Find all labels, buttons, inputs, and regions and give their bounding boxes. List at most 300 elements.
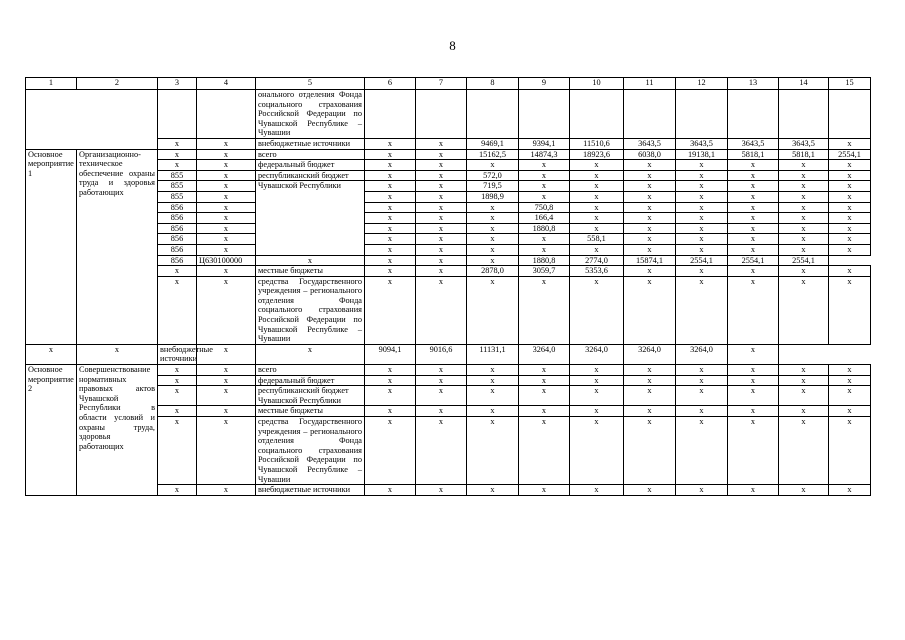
table-cell: 3643,5 bbox=[728, 138, 779, 149]
table-cell: х bbox=[570, 223, 624, 234]
table-cell: Ц630100000 bbox=[197, 255, 256, 266]
table-cell: Чувашской Республики bbox=[256, 181, 365, 255]
table-cell: 15162,5 bbox=[467, 149, 519, 160]
table-cell: х bbox=[158, 417, 197, 485]
table-cell: х bbox=[624, 170, 676, 181]
table-cell: х bbox=[519, 181, 570, 192]
table-cell: 856 bbox=[158, 255, 197, 266]
table-cell: х bbox=[728, 485, 779, 496]
header-cell: 4 bbox=[197, 78, 256, 90]
table-cell: х bbox=[365, 138, 416, 149]
table-cell: х bbox=[728, 417, 779, 485]
table-cell: х bbox=[676, 365, 728, 376]
table-cell: х bbox=[728, 202, 779, 213]
table-cell: х bbox=[365, 417, 416, 485]
table-cell: х bbox=[197, 244, 256, 255]
table-cell: х bbox=[416, 276, 467, 344]
table-cell: х bbox=[624, 160, 676, 171]
table-cell: х bbox=[779, 375, 829, 386]
table-cell: 2554,1 bbox=[676, 255, 728, 266]
table-cell: х bbox=[676, 276, 728, 344]
table-cell: 3643,5 bbox=[624, 138, 676, 149]
table-cell: х bbox=[779, 234, 829, 245]
table-cell: 855 bbox=[158, 170, 197, 181]
budget-table bbox=[25, 77, 871, 496]
table-cell: х bbox=[467, 223, 519, 234]
table-cell bbox=[829, 90, 871, 139]
table-cell: 719,5 bbox=[467, 181, 519, 192]
table-cell: х bbox=[365, 181, 416, 192]
table-cell: х bbox=[779, 170, 829, 181]
table-cell: х bbox=[197, 266, 256, 277]
table-cell: х bbox=[829, 202, 871, 213]
table-cell: х bbox=[728, 406, 779, 417]
table-cell: внебюджетные источники bbox=[256, 138, 365, 149]
table-cell: х bbox=[467, 365, 519, 376]
table-cell: 9016,6 bbox=[416, 344, 467, 364]
table-cell: х bbox=[467, 406, 519, 417]
header-cell: 8 bbox=[467, 78, 519, 90]
table-cell: х bbox=[365, 202, 416, 213]
header-cell: 5 bbox=[256, 78, 365, 90]
table-cell: х bbox=[467, 160, 519, 171]
table-cell: х bbox=[779, 276, 829, 344]
table-cell: х bbox=[829, 365, 871, 376]
table-cell: х bbox=[624, 191, 676, 202]
table-cell: х bbox=[77, 344, 158, 364]
table-cell: х bbox=[416, 417, 467, 485]
header-cell: 14 bbox=[779, 78, 829, 90]
table-cell: онального отделения Фонда социального страхования Российской Федерации по Чувашской Республике – Чувашии bbox=[256, 90, 365, 139]
table-cell: 2878,0 bbox=[467, 266, 519, 277]
table-cell: х bbox=[416, 170, 467, 181]
table-cell: х bbox=[416, 244, 467, 255]
table-cell: х bbox=[728, 170, 779, 181]
table-cell: х bbox=[416, 365, 467, 376]
table-cell: х bbox=[519, 170, 570, 181]
table-cell: х bbox=[779, 386, 829, 406]
table-cell: 3059,7 bbox=[519, 266, 570, 277]
table-cell: средства Государственного учреждения – регионального отделения Фонда социального страхования Российской Федерации по Чувашской Республике – Чувашии bbox=[256, 417, 365, 485]
table-cell: Организационно-техническое обеспечение охраны труда и здоровья работающих bbox=[77, 149, 158, 344]
table-cell: 856 bbox=[158, 223, 197, 234]
table-cell: х bbox=[676, 202, 728, 213]
table-cell: х bbox=[519, 365, 570, 376]
table-cell: х bbox=[416, 138, 467, 149]
table-cell: х bbox=[779, 266, 829, 277]
table-cell: х bbox=[624, 202, 676, 213]
table-cell: х bbox=[416, 255, 467, 266]
table-cell: х bbox=[519, 386, 570, 406]
table-cell: х bbox=[829, 223, 871, 234]
table-cell: х bbox=[197, 170, 256, 181]
table-cell: х bbox=[365, 255, 416, 266]
table-cell: х bbox=[829, 138, 871, 149]
table-cell bbox=[676, 90, 728, 139]
table-cell: х bbox=[416, 149, 467, 160]
table-cell: х bbox=[365, 160, 416, 171]
table-body bbox=[26, 90, 871, 496]
table-cell: х bbox=[676, 266, 728, 277]
table-cell: х bbox=[624, 213, 676, 224]
table-cell: х bbox=[416, 223, 467, 234]
table-cell: 3643,5 bbox=[779, 138, 829, 149]
table-cell: х bbox=[197, 234, 256, 245]
table-cell: х bbox=[467, 485, 519, 496]
table-cell: х bbox=[676, 417, 728, 485]
table-cell: 856 bbox=[158, 213, 197, 224]
table-cell: х bbox=[416, 386, 467, 406]
table-cell: внебюджетные источники bbox=[158, 344, 197, 364]
header-cell: 7 bbox=[416, 78, 467, 90]
table-cell bbox=[26, 90, 158, 150]
table-cell: х bbox=[779, 406, 829, 417]
table-cell: х bbox=[779, 223, 829, 234]
table-cell: х bbox=[365, 213, 416, 224]
table-cell: федеральный бюджет bbox=[256, 375, 365, 386]
table-cell: х bbox=[365, 234, 416, 245]
table-cell: х bbox=[570, 202, 624, 213]
table-cell: х bbox=[158, 276, 197, 344]
header-cell: 11 bbox=[624, 78, 676, 90]
table-cell: х bbox=[570, 170, 624, 181]
table-cell: х bbox=[197, 202, 256, 213]
table-cell: х bbox=[829, 375, 871, 386]
table-cell: 18923,6 bbox=[570, 149, 624, 160]
table-cell: 166,4 bbox=[519, 213, 570, 224]
table-cell: 3264,0 bbox=[519, 344, 570, 364]
table-cell: х bbox=[365, 244, 416, 255]
table-cell: х bbox=[416, 485, 467, 496]
table-cell: 9094,1 bbox=[365, 344, 416, 364]
table-cell: х bbox=[624, 406, 676, 417]
header-cell: 15 bbox=[829, 78, 871, 90]
table-cell: х bbox=[365, 191, 416, 202]
table-cell: х bbox=[624, 181, 676, 192]
table-cell: х bbox=[829, 181, 871, 192]
table-header bbox=[26, 78, 871, 90]
table-cell: х bbox=[829, 213, 871, 224]
table-cell: х bbox=[728, 365, 779, 376]
table-cell: х bbox=[829, 244, 871, 255]
table-cell: х bbox=[779, 244, 829, 255]
table-cell: х bbox=[416, 234, 467, 245]
table-cell: х bbox=[416, 181, 467, 192]
table-cell: х bbox=[197, 191, 256, 202]
table-cell: 1898,9 bbox=[467, 191, 519, 202]
table-cell: х bbox=[519, 160, 570, 171]
table-cell: х bbox=[158, 266, 197, 277]
header-cell: 9 bbox=[519, 78, 570, 90]
table-cell: х bbox=[467, 276, 519, 344]
table-cell: х bbox=[624, 386, 676, 406]
table-cell bbox=[197, 90, 256, 139]
table-cell: х bbox=[570, 386, 624, 406]
table-cell: х bbox=[197, 406, 256, 417]
table-cell bbox=[416, 90, 467, 139]
table-cell: х bbox=[519, 191, 570, 202]
table-cell: х bbox=[365, 266, 416, 277]
table-cell: х bbox=[676, 191, 728, 202]
table-cell: х bbox=[829, 485, 871, 496]
table-cell: х bbox=[416, 213, 467, 224]
table-cell: х bbox=[676, 181, 728, 192]
table-cell: х bbox=[197, 181, 256, 192]
table-cell: местные бюджеты bbox=[256, 266, 365, 277]
table-cell: х bbox=[519, 276, 570, 344]
table-cell: х bbox=[728, 276, 779, 344]
header-cell: 12 bbox=[676, 78, 728, 90]
table-row bbox=[26, 365, 871, 376]
table-cell: х bbox=[829, 276, 871, 344]
table-cell: х bbox=[519, 234, 570, 245]
table-cell: х bbox=[519, 244, 570, 255]
table-cell: х bbox=[197, 386, 256, 406]
table-cell: х bbox=[158, 138, 197, 149]
table-cell: х bbox=[570, 406, 624, 417]
table-cell: х bbox=[467, 244, 519, 255]
table-cell: всего bbox=[256, 365, 365, 376]
table-cell: х bbox=[676, 234, 728, 245]
table-cell: х bbox=[197, 149, 256, 160]
table-cell: Основное мероприятие 2 bbox=[26, 365, 77, 496]
table-cell: х bbox=[256, 255, 365, 266]
table-cell: республиканский бюджет Чувашской Республики bbox=[256, 386, 365, 406]
table-cell: х bbox=[728, 386, 779, 406]
table-cell: 3264,0 bbox=[676, 344, 728, 364]
table-cell: х bbox=[570, 365, 624, 376]
table-cell: республиканский бюджет bbox=[256, 170, 365, 181]
table-cell: х bbox=[624, 375, 676, 386]
table-cell: 2554,1 bbox=[829, 149, 871, 160]
table-cell: 14874,3 bbox=[519, 149, 570, 160]
table-row bbox=[26, 344, 871, 364]
table-cell: х bbox=[158, 386, 197, 406]
table-cell: х bbox=[829, 406, 871, 417]
table-cell: х bbox=[519, 485, 570, 496]
table-cell: х bbox=[416, 266, 467, 277]
table-cell: 15874,1 bbox=[624, 255, 676, 266]
table-cell: х bbox=[676, 244, 728, 255]
table-cell: х bbox=[197, 344, 256, 364]
table-cell: 19138,1 bbox=[676, 149, 728, 160]
table-cell: х bbox=[779, 160, 829, 171]
table-cell: х bbox=[779, 213, 829, 224]
table-cell: 1880,8 bbox=[519, 223, 570, 234]
header-row bbox=[26, 78, 871, 90]
table-cell: х bbox=[779, 485, 829, 496]
table-cell: х bbox=[519, 375, 570, 386]
table-cell: х bbox=[728, 266, 779, 277]
table-cell: х bbox=[467, 386, 519, 406]
table-cell: х bbox=[779, 417, 829, 485]
table-cell: х bbox=[467, 375, 519, 386]
header-cell: 10 bbox=[570, 78, 624, 90]
table-cell: 856 bbox=[158, 234, 197, 245]
table-cell: х bbox=[197, 485, 256, 496]
table-cell: х bbox=[365, 485, 416, 496]
table-cell: 3264,0 bbox=[570, 344, 624, 364]
table-cell: 572,0 bbox=[467, 170, 519, 181]
table-cell: х bbox=[829, 386, 871, 406]
table-cell: х bbox=[676, 375, 728, 386]
table-cell bbox=[467, 90, 519, 139]
table-cell: х bbox=[779, 365, 829, 376]
table-cell: 2554,1 bbox=[728, 255, 779, 266]
table-row bbox=[26, 149, 871, 160]
table-cell: х bbox=[728, 191, 779, 202]
table-row bbox=[26, 90, 871, 139]
table-cell: х bbox=[197, 160, 256, 171]
table-cell bbox=[158, 90, 197, 139]
table-cell: 5818,1 bbox=[779, 149, 829, 160]
table-cell: х bbox=[779, 181, 829, 192]
table-cell: х bbox=[676, 406, 728, 417]
table-cell: х bbox=[624, 223, 676, 234]
table-cell: х bbox=[197, 213, 256, 224]
table-cell: х bbox=[624, 234, 676, 245]
table-cell: 9469,1 bbox=[467, 138, 519, 149]
table-cell: 5818,1 bbox=[728, 149, 779, 160]
table-cell: х bbox=[158, 365, 197, 376]
table-cell: 1880,8 bbox=[519, 255, 570, 266]
table-cell: х bbox=[197, 276, 256, 344]
table-cell: х bbox=[416, 202, 467, 213]
table-cell bbox=[624, 90, 676, 139]
table-cell bbox=[365, 90, 416, 139]
page-number: 8 bbox=[449, 38, 456, 53]
table-cell: 9394,1 bbox=[519, 138, 570, 149]
table-cell: 6038,0 bbox=[624, 149, 676, 160]
table-cell: 855 bbox=[158, 181, 197, 192]
table-cell: х bbox=[416, 191, 467, 202]
table-cell: х bbox=[570, 244, 624, 255]
table-cell: х bbox=[829, 191, 871, 202]
table-cell: х bbox=[467, 213, 519, 224]
table-cell: х bbox=[365, 365, 416, 376]
table-cell: х bbox=[676, 160, 728, 171]
table-cell: х bbox=[365, 386, 416, 406]
table-cell: х bbox=[467, 202, 519, 213]
table-cell: х bbox=[624, 485, 676, 496]
table-cell: х bbox=[365, 406, 416, 417]
table-cell: Основное мероприятие 1 bbox=[26, 149, 77, 344]
table-cell: х bbox=[624, 244, 676, 255]
table-cell: 855 bbox=[158, 191, 197, 202]
table-cell: х bbox=[416, 160, 467, 171]
table-cell: 11131,1 bbox=[467, 344, 519, 364]
header-cell: 1 bbox=[26, 78, 77, 90]
table-cell: х bbox=[158, 375, 197, 386]
table-cell: х bbox=[624, 266, 676, 277]
table-cell bbox=[779, 90, 829, 139]
table-cell: х bbox=[728, 375, 779, 386]
table-cell: х bbox=[467, 234, 519, 245]
table-cell: х bbox=[570, 191, 624, 202]
table-cell: х bbox=[829, 170, 871, 181]
table-cell: х bbox=[570, 417, 624, 485]
table-cell: х bbox=[197, 417, 256, 485]
table-cell: х bbox=[570, 160, 624, 171]
table-cell: х bbox=[365, 276, 416, 344]
table-cell: х bbox=[728, 160, 779, 171]
table-cell: х bbox=[365, 170, 416, 181]
table-cell: х bbox=[779, 191, 829, 202]
table-cell: х bbox=[779, 202, 829, 213]
table-cell: 750,8 bbox=[519, 202, 570, 213]
table-cell: Совершенствование нормативных правовых актов Чувашской Республики в области условий и охраны труда, здоровья работающих bbox=[77, 365, 158, 496]
table-cell: х bbox=[416, 406, 467, 417]
table-cell: х bbox=[676, 170, 728, 181]
table-cell: х bbox=[365, 149, 416, 160]
table-cell: х bbox=[197, 138, 256, 149]
header-cell: 6 bbox=[365, 78, 416, 90]
table-cell: х bbox=[256, 344, 365, 364]
table-cell: х bbox=[570, 276, 624, 344]
table-cell: х bbox=[519, 406, 570, 417]
table-cell: х bbox=[676, 213, 728, 224]
table-cell: х bbox=[570, 375, 624, 386]
table-cell: внебюджетные источники bbox=[256, 485, 365, 496]
table-cell: 558,1 bbox=[570, 234, 624, 245]
table-cell: х bbox=[829, 234, 871, 245]
table-cell: х bbox=[624, 365, 676, 376]
table-cell: 5353,6 bbox=[570, 266, 624, 277]
table-cell: х bbox=[467, 417, 519, 485]
table-cell: всего bbox=[256, 149, 365, 160]
table-cell: х bbox=[197, 375, 256, 386]
table-cell: х bbox=[676, 386, 728, 406]
header-cell: 2 bbox=[77, 78, 158, 90]
table-cell bbox=[570, 90, 624, 139]
table-cell: х bbox=[676, 485, 728, 496]
table-cell bbox=[519, 90, 570, 139]
table-cell: х bbox=[728, 181, 779, 192]
table-cell: 856 bbox=[158, 244, 197, 255]
table-cell: х bbox=[365, 223, 416, 234]
table-cell: 2554,1 bbox=[779, 255, 829, 266]
header-cell: 13 bbox=[728, 78, 779, 90]
table-cell: х bbox=[158, 485, 197, 496]
table-cell: х bbox=[158, 160, 197, 171]
table-cell: х bbox=[728, 344, 779, 364]
table-cell: х bbox=[365, 375, 416, 386]
table-cell: х bbox=[728, 213, 779, 224]
table-cell: федеральный бюджет bbox=[256, 160, 365, 171]
table-cell: х bbox=[676, 223, 728, 234]
table-cell: 3264,0 bbox=[624, 344, 676, 364]
table-cell: средства Государственного учреждения – регионального отделения Фонда социального страхования Российской Федерации по Чувашской Республике – Чувашии bbox=[256, 276, 365, 344]
table-cell bbox=[728, 90, 779, 139]
table-cell: х bbox=[728, 234, 779, 245]
table-cell: х bbox=[728, 244, 779, 255]
table-cell: местные бюджеты bbox=[256, 406, 365, 417]
table-cell: х bbox=[519, 417, 570, 485]
table-cell: х bbox=[624, 417, 676, 485]
table-cell: х bbox=[197, 365, 256, 376]
table-cell: х bbox=[570, 181, 624, 192]
table-cell: х bbox=[570, 485, 624, 496]
table-cell: х bbox=[158, 406, 197, 417]
table-cell: 11510,6 bbox=[570, 138, 624, 149]
table-cell: х bbox=[26, 344, 77, 364]
table-cell: 3643,5 bbox=[676, 138, 728, 149]
table-cell: х bbox=[829, 266, 871, 277]
table-cell: х bbox=[570, 213, 624, 224]
table-cell: х bbox=[416, 375, 467, 386]
table-cell: 856 bbox=[158, 202, 197, 213]
table-cell: х bbox=[158, 149, 197, 160]
